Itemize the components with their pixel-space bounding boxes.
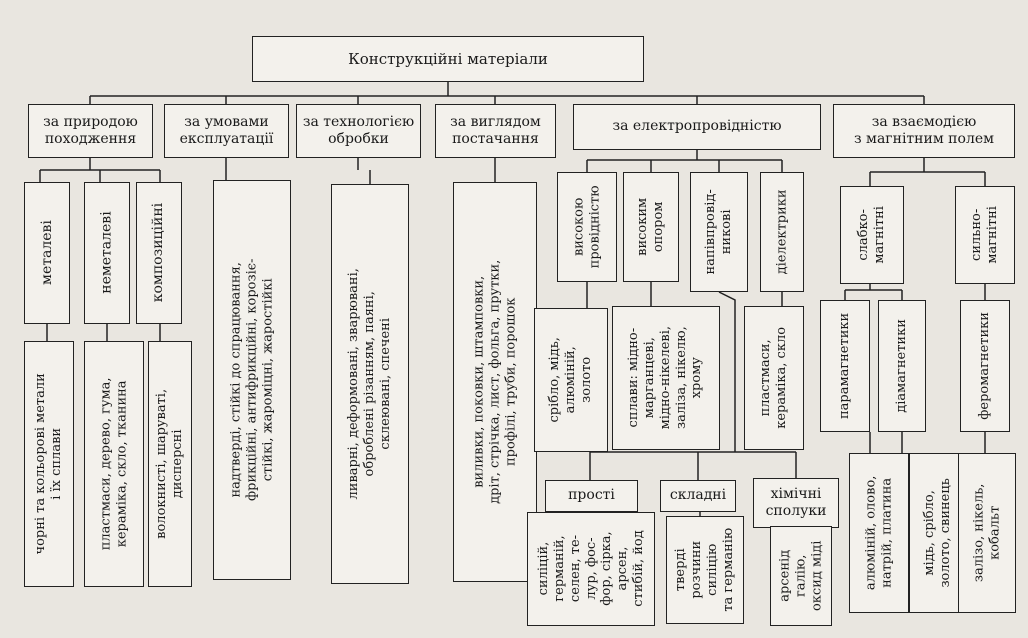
semi-box xyxy=(690,172,748,292)
simple-detail xyxy=(527,512,655,626)
simple-detail-text: силіцій, германій, селен, те- лур, фос- фор, сірка, арсен, стибій, йод xyxy=(535,530,646,608)
ferro-box-text: феромагнетики xyxy=(977,312,993,420)
chem-detail xyxy=(770,526,832,626)
category-conduct-text: за електропровідністю xyxy=(612,118,782,135)
para-box-text: парамагнетики xyxy=(837,312,853,420)
complex-box-text: складні xyxy=(669,487,727,504)
nonmetal-box xyxy=(84,182,130,324)
para-detail-text: алюміній, олово, натрій, платина xyxy=(863,475,895,591)
ferro-box xyxy=(960,300,1010,432)
metal-box xyxy=(24,182,70,324)
complex-detail-text: тверді розчини силіцію та германію xyxy=(673,528,736,612)
chem-box xyxy=(753,478,839,528)
chem-box-text: хімічні сполуки xyxy=(765,485,827,519)
diel-detail-text: пластмаси, кераміка, скло xyxy=(758,327,790,429)
tech-detail xyxy=(331,184,409,584)
para-detail xyxy=(849,453,909,613)
root-box xyxy=(252,36,644,82)
category-origin xyxy=(28,104,153,158)
tech-detail-text: ливарні, деформовані, зварювані, оброблені різанням, паяні, склеювані, спечені xyxy=(346,268,393,500)
category-conduct xyxy=(573,104,821,150)
category-exploit-text: за умовами експлуатації xyxy=(179,113,274,147)
composite-box xyxy=(136,182,182,324)
highres-box-text: високим опором xyxy=(635,198,666,256)
diel-box xyxy=(760,172,804,292)
diel-box-text: діелектрики xyxy=(774,189,790,275)
exploit-detail xyxy=(213,180,291,580)
weak-box-text: слабко- магнітні xyxy=(856,206,887,264)
supply-detail-text: виливки, поковки, штамповки, дріт, стрічка, лист, фольга, прутки, профілі, труби, порошок xyxy=(471,259,518,505)
complex-box xyxy=(660,480,736,512)
highres-box xyxy=(623,172,679,282)
supply-detail xyxy=(453,182,537,582)
metal-detail-text: чорні та кольорові метали і їх сплави xyxy=(33,373,65,555)
exploit-detail-text: надтверді, стійкі до спрацювання, фрикційні, антифрикційні, корозіє- стійкі, жароміцні, жаростійкі xyxy=(228,258,275,502)
category-magnet-text: за взаємодією з магнітним полем xyxy=(853,113,995,147)
complex-detail xyxy=(666,516,744,624)
diel-detail xyxy=(744,306,804,450)
chem-detail-text: арсенід галію, оксид міді xyxy=(777,540,824,612)
category-magnet xyxy=(833,104,1015,158)
simple-box xyxy=(545,480,638,512)
category-exploit xyxy=(164,104,289,158)
para-box xyxy=(820,300,870,432)
nonmetal-detail-text: пластмаси, дерево, гума, кераміка, скло, тканина xyxy=(98,377,130,551)
metal-detail xyxy=(24,341,74,587)
strong-box-text: сильно- магнітні xyxy=(969,206,1000,264)
metal-box-text: металеві xyxy=(38,220,55,286)
highcond-detail xyxy=(534,308,608,452)
category-supply xyxy=(435,104,556,158)
connector-29 xyxy=(719,292,735,452)
highres-detail-text: сплави: мідно- марганцеві, мідно-нікелеві, заліза, нікелю, хрому xyxy=(626,326,705,430)
highcond-box-text: високою провідністю xyxy=(571,185,603,269)
category-tech xyxy=(296,104,421,158)
nonmetal-detail xyxy=(84,341,144,587)
highcond-detail-text: срібло, мідь, алюміній, золото xyxy=(547,337,594,423)
composite-box-text: композиційні xyxy=(150,203,167,303)
category-origin-text: за природою походження xyxy=(43,113,138,147)
highcond-box xyxy=(557,172,617,282)
ferro-detail-text: залізо, нікель, кобальт xyxy=(971,483,1002,583)
composite-detail xyxy=(148,341,192,587)
semi-box-text: напівпровід- никові xyxy=(703,189,734,275)
simple-box-text: прості xyxy=(568,487,615,504)
dia-box xyxy=(878,300,926,432)
ferro-detail xyxy=(958,453,1016,613)
weak-box xyxy=(840,186,904,284)
strong-box xyxy=(955,186,1015,284)
nonmetal-box-text: неметалеві xyxy=(98,211,115,295)
category-tech-text: за технологією обробки xyxy=(302,113,415,147)
highres-detail xyxy=(612,306,720,450)
dia-box-text: діамагнетики xyxy=(894,319,910,413)
category-supply-text: за виглядом постачання xyxy=(450,113,541,147)
dia-detail-text: мідь, срібло, золото, свинець xyxy=(922,478,954,588)
composite-detail-text: волокнисті, шаруваті, дисперсні xyxy=(154,389,186,539)
root-box-text: Конструкційні матеріали xyxy=(348,49,548,68)
